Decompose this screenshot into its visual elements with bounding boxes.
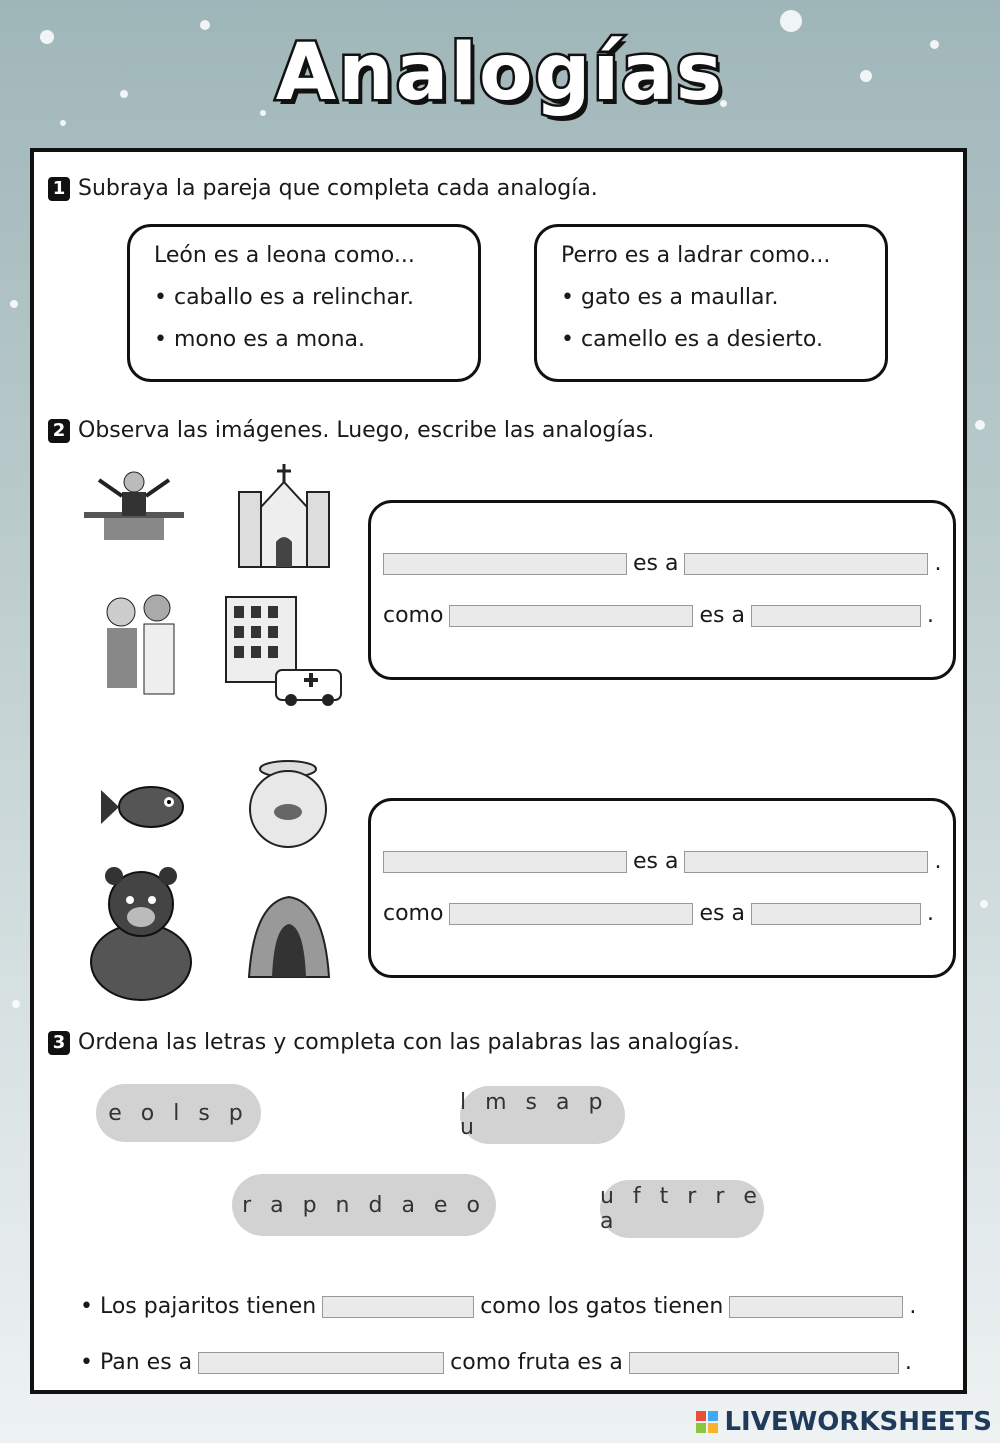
- answer-row: [383, 603, 934, 628]
- analogy-option[interactable]: • caballo es a relinchar.: [154, 285, 414, 310]
- brand-name: LIVEWORKSHEETS: [724, 1407, 992, 1437]
- cave-image: [244, 892, 334, 982]
- analogy-option[interactable]: • mono es a mona.: [154, 327, 366, 352]
- letter-cloud: [600, 1180, 764, 1238]
- es-a-label: es a: [633, 849, 679, 874]
- section-3-instruction: Ordena las letras y completa con las palabras las analogías.: [78, 1030, 740, 1055]
- sentence-start: • Los pajaritos tienen: [80, 1294, 317, 1319]
- answer-field[interactable]: [751, 605, 921, 627]
- section-2-number: 2: [48, 419, 70, 443]
- period: .: [926, 603, 934, 628]
- page-title: Analogías: [275, 28, 725, 118]
- period: .: [904, 1350, 912, 1375]
- logo-icon: [696, 1411, 718, 1433]
- analogy-option[interactable]: • camello es a desierto.: [561, 327, 824, 352]
- letter-cloud: [232, 1174, 496, 1236]
- answer-field[interactable]: [322, 1296, 474, 1318]
- section-2-heading: [48, 418, 654, 443]
- fishbowl-image: [246, 757, 331, 852]
- doctor-image: [89, 582, 189, 707]
- sentence-start: • Pan es a: [80, 1350, 193, 1375]
- answer-field[interactable]: [383, 851, 627, 873]
- section-1-instruction: Subraya la pareja que completa cada analogía.: [78, 176, 598, 201]
- section-3-heading: [48, 1030, 740, 1055]
- church-image: [234, 462, 334, 572]
- analogy-prompt: Perro es a ladrar como...: [561, 243, 831, 268]
- answer-field[interactable]: [684, 851, 928, 873]
- scrambled-letters: u f t r r e a: [600, 1184, 763, 1234]
- sentence-row: [80, 1350, 912, 1375]
- letter-cloud: [460, 1086, 625, 1144]
- period: .: [926, 901, 934, 926]
- scrambled-letters: r a p n d a e o: [242, 1192, 486, 1218]
- answer-field[interactable]: [751, 903, 921, 925]
- period: .: [934, 551, 942, 576]
- answer-field[interactable]: [449, 605, 693, 627]
- bear-image: [84, 862, 199, 1002]
- es-a-label: es a: [633, 551, 679, 576]
- section-2-instruction: Observa las imágenes. Luego, escribe las analogías.: [78, 418, 655, 443]
- section-1-heading: [48, 176, 598, 201]
- answer-field[interactable]: [383, 553, 627, 575]
- analogy-option[interactable]: • gato es a maullar.: [561, 285, 779, 310]
- analogy-box-2: [534, 224, 888, 382]
- liveworksheets-logo: [696, 1407, 992, 1437]
- answer-box-1: [368, 500, 956, 680]
- analogy-box-1: [127, 224, 481, 382]
- worksheet: [30, 148, 967, 1394]
- fish-image: [99, 772, 194, 842]
- section-1-number: 1: [48, 177, 70, 201]
- como-label: como: [383, 603, 444, 628]
- period: .: [934, 849, 942, 874]
- answer-field[interactable]: [684, 553, 928, 575]
- section-3-number: 3: [48, 1031, 70, 1055]
- answer-row: [383, 551, 941, 576]
- sentence-middle: como fruta es a: [450, 1350, 623, 1375]
- priest-image: [74, 462, 194, 547]
- hospital-image: [216, 592, 351, 707]
- analogy-prompt: León es a leona como...: [154, 243, 415, 268]
- scrambled-letters: l m s a p u: [460, 1090, 609, 1140]
- period: .: [909, 1294, 917, 1319]
- answer-field[interactable]: [729, 1296, 903, 1318]
- sentence-row: [80, 1294, 916, 1319]
- es-a-label: es a: [699, 603, 745, 628]
- answer-field[interactable]: [198, 1352, 444, 1374]
- sentence-middle: como los gatos tienen: [480, 1294, 724, 1319]
- answer-row: [383, 849, 941, 874]
- scrambled-letters: e o l s p: [108, 1100, 249, 1126]
- answer-field[interactable]: [449, 903, 693, 925]
- es-a-label: es a: [699, 901, 745, 926]
- como-label: como: [383, 901, 444, 926]
- answer-field[interactable]: [629, 1352, 899, 1374]
- letter-cloud: [96, 1084, 261, 1142]
- answer-row: [383, 901, 934, 926]
- answer-box-2: [368, 798, 956, 978]
